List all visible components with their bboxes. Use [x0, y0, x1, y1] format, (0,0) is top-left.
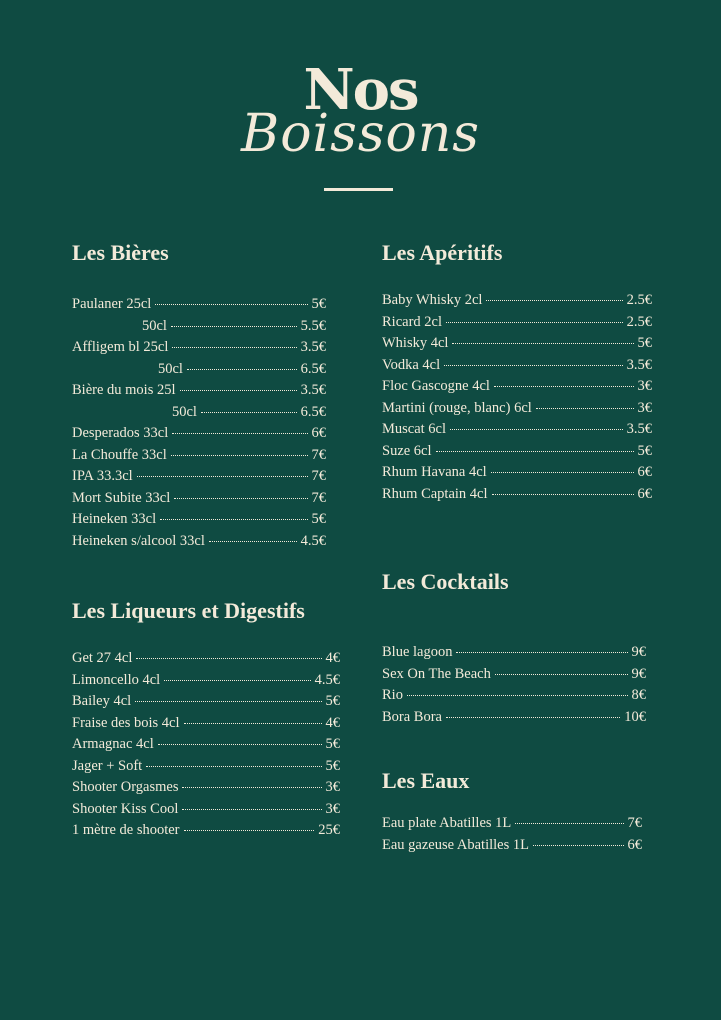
menu-item	[382, 421, 652, 443]
list-cocktails	[382, 644, 646, 730]
dotted-leader	[184, 723, 322, 724]
title-nos: Nos	[303, 57, 418, 123]
dotted-leader	[533, 845, 624, 846]
dotted-leader	[494, 386, 634, 387]
menu-item-price: 5€	[637, 442, 652, 459]
menu-item-name: Sex On The Beach	[382, 665, 491, 682]
dotted-leader	[180, 390, 297, 391]
dotted-leader	[209, 541, 297, 542]
dotted-leader	[164, 680, 310, 681]
menu-item-name: Shooter Orgasmes	[72, 779, 179, 795]
menu-item	[72, 511, 326, 533]
dotted-leader	[136, 658, 321, 659]
dotted-leader	[495, 674, 628, 675]
menu-item-name: Suze 6cl	[382, 442, 432, 459]
dotted-leader	[201, 412, 297, 413]
menu-item-name: Floc Gascogne 4cl	[382, 378, 490, 394]
menu-item-name: Shooter Kiss Cool	[72, 800, 179, 817]
menu-item-price: 10€	[624, 708, 646, 725]
menu-item-price: 2.5€	[626, 292, 652, 308]
section-title-liqueurs: Les Liqueurs et Digestifs	[72, 598, 305, 623]
menu-item	[72, 339, 326, 361]
menu-item-name: 50cl	[158, 360, 183, 377]
dotted-leader	[172, 347, 296, 348]
menu-item	[72, 533, 326, 555]
menu-item-price: 3.5€	[626, 421, 652, 437]
menu-item	[382, 357, 652, 379]
menu-item	[382, 292, 652, 314]
menu-item	[382, 644, 646, 666]
menu-item-price: 5€	[637, 335, 652, 351]
menu-item	[72, 296, 326, 318]
dotted-leader	[187, 369, 297, 370]
menu-item-name: Heineken 33cl	[72, 511, 157, 527]
dotted-leader	[407, 695, 628, 696]
menu-item-name: Limoncello 4cl	[72, 671, 161, 688]
menu-item	[72, 382, 326, 404]
menu-item	[382, 666, 646, 688]
menu-item-price: 3.5€	[300, 339, 326, 355]
menu-item-name: IPA 33.3cl	[72, 468, 133, 484]
menu-item	[382, 464, 652, 486]
menu-item-name: Bière du mois 25l	[72, 382, 176, 398]
menu-item	[382, 314, 652, 336]
dotted-leader	[184, 830, 315, 831]
menu-item-name: Eau plate Abatilles 1L	[382, 815, 512, 831]
menu-item-price: 4.5€	[314, 671, 340, 688]
menu-item	[382, 687, 646, 709]
menu-item-price: 6€	[637, 464, 652, 480]
menu-item-price: 5€	[325, 757, 340, 774]
dotted-leader	[182, 787, 321, 788]
dotted-leader	[160, 519, 307, 520]
menu-item	[72, 468, 326, 490]
menu-item	[382, 815, 642, 837]
menu-item-name: Whisky 4cl	[382, 335, 449, 351]
menu-item-price: 7€	[311, 468, 326, 484]
section-title-cocktails: Les Cocktails	[382, 569, 509, 594]
dotted-leader	[436, 451, 634, 452]
menu-item	[72, 361, 326, 383]
menu-item-price: 7€	[627, 815, 642, 831]
dotted-leader	[135, 701, 321, 702]
title-boissons: Boissons	[240, 104, 480, 164]
menu-item-name: Get 27 4cl	[72, 650, 133, 666]
menu-item-price: 6€	[637, 485, 652, 502]
menu-item-name: Vodka 4cl	[382, 356, 441, 373]
menu-item	[72, 715, 340, 737]
menu-item-name: Heineken s/alcool 33cl	[72, 532, 205, 549]
menu-item-price: 6€	[627, 836, 642, 853]
menu-item	[72, 801, 340, 823]
menu-item-price: 8€	[631, 687, 646, 703]
dotted-leader	[155, 304, 307, 305]
dotted-leader	[444, 365, 622, 366]
menu-item-name: Ricard 2cl	[382, 313, 442, 330]
list-aperitifs	[382, 292, 652, 507]
dotted-leader	[172, 433, 307, 434]
menu-item-name: Blue lagoon	[382, 644, 453, 660]
menu-item	[72, 650, 340, 672]
menu-item-name: Bailey 4cl	[72, 693, 132, 709]
dotted-leader	[171, 455, 308, 456]
menu-item-price: 6€	[311, 425, 326, 441]
dotted-leader	[174, 498, 307, 499]
menu-item-name: Fraise des bois 4cl	[72, 714, 180, 731]
menu-item-price: 4€	[325, 650, 340, 666]
menu-item-name: 50cl	[172, 403, 197, 420]
menu-item-price: 3€	[637, 399, 652, 416]
menu-item	[72, 693, 340, 715]
menu-item-price: 4€	[325, 714, 340, 731]
menu-item-name: Jager + Soft	[72, 757, 143, 774]
title-divider	[324, 188, 393, 191]
menu-item-price: 6.5€	[300, 360, 326, 377]
menu-item-name: Martini (rouge, blanc) 6cl	[382, 399, 532, 416]
menu-item	[72, 404, 326, 426]
list-eaux	[382, 815, 642, 858]
menu-item-price: 3.5€	[626, 356, 652, 373]
dotted-leader	[492, 494, 634, 495]
menu-item-name: Rio	[382, 687, 403, 703]
menu-item	[72, 425, 326, 447]
dotted-leader	[137, 476, 308, 477]
menu-item-name: Rhum Havana 4cl	[382, 464, 487, 480]
menu-item	[382, 378, 652, 400]
menu-item-price: 4.5€	[300, 532, 326, 549]
menu-item	[72, 758, 340, 780]
menu-item	[72, 822, 340, 844]
menu-item-price: 5€	[311, 296, 326, 312]
menu-item-name: Armagnac 4cl	[72, 736, 154, 752]
menu-item-name: Bora Bora	[382, 708, 442, 725]
menu-item	[382, 709, 646, 731]
menu-item-price: 7€	[311, 446, 326, 463]
menu-item-price: 25€	[318, 822, 340, 838]
dotted-leader	[536, 408, 634, 409]
dotted-leader	[446, 717, 620, 718]
menu-item-name: 50cl	[142, 317, 167, 334]
menu-item-price: 3.5€	[300, 382, 326, 398]
section-title-bieres: Les Bières	[72, 240, 169, 265]
menu-item	[382, 335, 652, 357]
menu-item-name: Paulaner 25cl	[72, 296, 152, 312]
menu-item-name: Muscat 6cl	[382, 421, 447, 437]
menu-item-name: 1 mètre de shooter	[72, 822, 180, 838]
menu-item-name: Eau gazeuse Abatilles 1L	[382, 836, 529, 853]
dotted-leader	[450, 429, 623, 430]
menu-item	[382, 400, 652, 422]
dotted-leader	[446, 322, 623, 323]
menu-item	[382, 486, 652, 508]
menu-item-name: Desperados 33cl	[72, 425, 169, 441]
menu-item	[72, 318, 326, 340]
menu-item	[72, 672, 340, 694]
menu-item-name: Affligem bl 25cl	[72, 339, 169, 355]
menu-item-name: Mort Subite 33cl	[72, 489, 171, 506]
dotted-leader	[456, 652, 627, 653]
dotted-leader	[491, 472, 634, 473]
dotted-leader	[515, 823, 623, 824]
dotted-leader	[486, 300, 622, 301]
menu-item	[382, 837, 642, 859]
menu-item-price: 5€	[311, 511, 326, 527]
menu-item-price: 9€	[631, 665, 646, 682]
menu-item-price: 3€	[637, 378, 652, 394]
dotted-leader	[182, 809, 321, 810]
dotted-leader	[158, 744, 322, 745]
menu-item	[72, 779, 340, 801]
list-liqueurs	[72, 650, 340, 844]
menu-item-price: 3€	[325, 800, 340, 817]
menu-item-price: 3€	[325, 779, 340, 795]
menu-item-price: 5€	[325, 736, 340, 752]
menu-item	[72, 736, 340, 758]
menu-item	[72, 447, 326, 469]
dotted-leader	[171, 326, 297, 327]
menu-item-price: 7€	[311, 489, 326, 506]
menu-item	[72, 490, 326, 512]
menu-item-price: 5€	[325, 693, 340, 709]
menu-item-price: 9€	[631, 644, 646, 660]
menu-item-name: Baby Whisky 2cl	[382, 292, 483, 308]
section-title-eaux: Les Eaux	[382, 768, 470, 793]
menu-item	[382, 443, 652, 465]
menu-item-price: 5.5€	[300, 317, 326, 334]
list-bieres	[72, 296, 326, 554]
menu-item-name: Rhum Captain 4cl	[382, 485, 488, 502]
menu-item-price: 6.5€	[300, 403, 326, 420]
menu-item-price: 2.5€	[626, 313, 652, 330]
menu-item-name: La Chouffe 33cl	[72, 446, 167, 463]
section-title-aperitifs: Les Apéritifs	[382, 240, 503, 265]
dotted-leader	[452, 343, 633, 344]
dotted-leader	[146, 766, 321, 767]
